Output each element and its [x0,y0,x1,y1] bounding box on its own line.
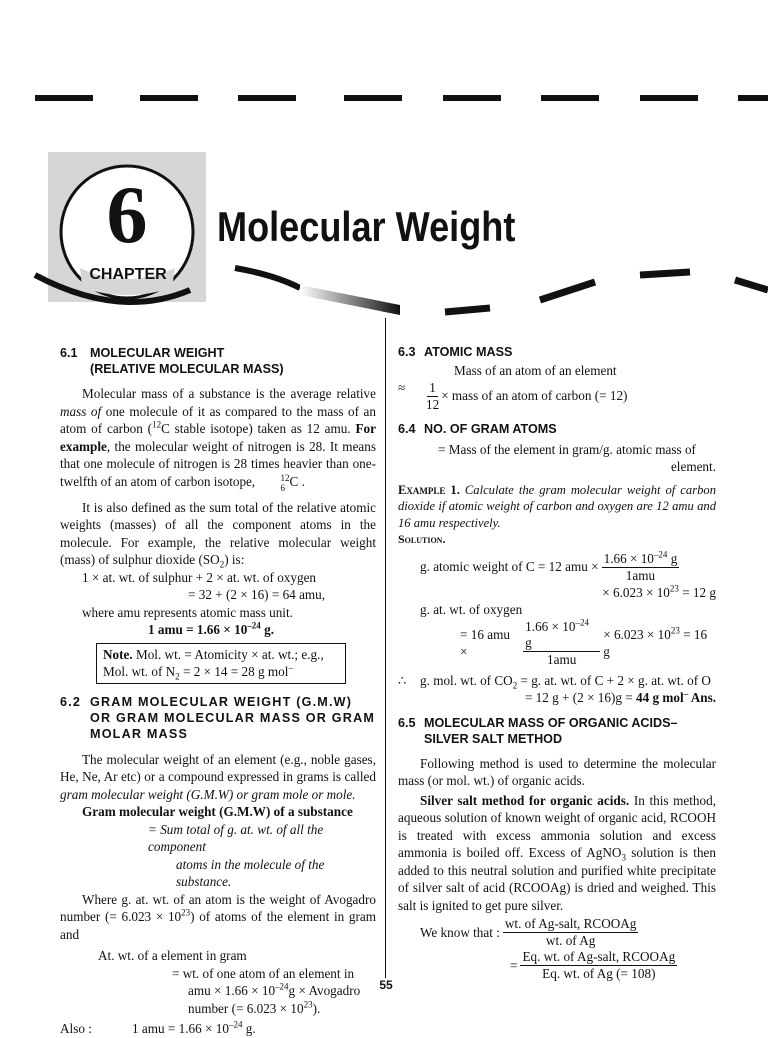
s62-def-title: Gram molecular weight (G.M.W) of a substance [82,804,353,819]
top-dash-3 [238,95,296,101]
example-1: Example 1. Calculate the gram molecular weight of carbon dioxide if atomic weight of carbon and oxygen are 12 amu and 16 amu respectively. [398,482,716,530]
carbon-calc: g. atomic weight of C = 12 amu × $\frac{1.66 \times 10^{-24} g}{\text{1amu}}$ [420,549,678,583]
section-6-5-heading: 6.5 MOLECULAR MASS OF ORGANIC ACIDS– SILVER SALT METHOD [398,715,678,746]
chapter-title: Molecular Weight [217,203,516,250]
top-dash-2 [140,95,198,101]
section-6-3-heading: 6.3 ATOMIC MASS [398,345,513,359]
atomic-mass-formula: ≈ Mass of an atom of an element $\frac{1}{12}$ × mass of an atom of carbon (= 12) [398,363,628,412]
s61-eq-2: = 32 + (2 × 16) = 64 amu, [188,587,326,602]
s61-para-2: It is also defined as the sum total of the relative atomic weights (masses) of all the component atoms in the molecule. For example, the relative molecular weight (mass) of sulphur dioxide $(SO_2)$ is: [60,499,376,570]
left-column [60,345,376,1038]
section-6-1-heading: 6.1 MOLECULAR WEIGHT (RELATIVE MOLECULAR MASS) [60,346,284,376]
s65-para-2: Silver salt method for organic acids. In this method, aqueous solution of known weight of organic acid, RCOOH is treated with excess ammonia solution and excess ammonia is boiled off. Excess of AgNO$_3$ solution is then added to this neutral solution and purified white precipitate of silver salt of acid (RCOOAg) is dried and weighed. This salt is ignited to get pure silver. [398,792,716,913]
s62-at-1: At. wt. of a element in gram [98,948,247,963]
top-dash-8 [738,95,768,101]
page-number: 55 [379,978,393,992]
s61-eq-1: 1 × at. wt. of sulphur + 2 × at. wt. of oxygen [82,569,317,585]
oxygen-label: g. at. wt. of oxygen [420,602,523,617]
carbon-calc-result: × $6.023 \times 10^{23} = 12$ g [602,583,716,600]
co2-answer: = 12 g + (2 × 16)g = 44 g mol– Ans. [524,688,716,705]
s61-amu-eq: 1 amu = $1.66 \times 10^{-24}$ g. [148,620,274,637]
s62-para-2: Where g. at. wt. of an atom is the weight of Avogadro number (= $6.023 \times 10^{23}$) of atoms of the element in gram and [60,891,376,942]
s62-para-1: The molecular weight of an element (e.g., noble gases, He, Ne, Ar etc) or a compound expressed in grams is called gram molecular weight (G.M.W) or gram mole or mole. [60,751,376,802]
s62-at-4: number (= $6.023 \times 10^{23}$). [188,999,321,1016]
s62-def-2: atoms in the molecule of the substance. [176,856,325,889]
silver-formula-2: = $\frac{\text{Eq. wt. of Ag-salt, RCOOAg}}{\text{Eq. wt. of Ag (= 108)}}$ [510,949,676,981]
s64-line-1: = Mass of the element in gram/g. atomic mass of [438,441,696,457]
right-column [398,344,716,982]
top-dash-4 [344,95,402,101]
section-6-4-heading: 6.4 NO. OF GRAM ATOMS [398,421,557,436]
s62-at-3: amu × $1.66 \times 10^{-24}g$ × Avogadro [188,981,361,998]
top-dash-5 [443,95,501,101]
s65-para-1: Following method is used to determine the molecular mass (or mol. wt.) of organic acids. [398,755,716,788]
solution-label: Solution. [398,532,446,546]
s62-def-1: = Sum total of g. at. wt. of all the component [148,821,324,854]
chapter-label: CHAPTER [89,266,167,283]
column-divider [385,318,386,978]
note-box: Note. Mol. wt. = Atomicity × at. wt.; e.g., Mol. wt. of $N_2 = 2 \times 14 = 28$ g mol– [96,643,346,684]
s62-at-2: = wt. of one atom of an element in [172,965,355,981]
top-dash-6 [541,95,599,101]
silver-formula-1: We know that : $\frac{\text{wt. of Ag-salt, RCOOAg}}{\text{wt. of Ag}}$ [420,916,637,948]
s61-eq-3: where amu represents atomic mass unit. [82,604,293,620]
top-dash-7 [640,95,698,101]
s62-also: Also : 1 amu = $1.66 \times 10^{-24}$ g. [60,1019,256,1036]
chapter-number: 6 [106,169,148,260]
oxygen-calc: = 16 amu × $\frac{1.66 \times 10^{-24} g}{\text{1amu}}$ × $6.023 \times 10^{23} = 16$ g [460,617,708,667]
section-6-2-heading: 6.2 GRAM MOLECULAR WEIGHT (G.M.W) OR GRAM MOLECULAR MASS OR GRAM MOLAR MASS [60,694,376,741]
s64-line-2: element. [670,459,716,474]
co2-calc: ∴ g. mol. wt. of $CO_2 = g$. at. wt. of C + 2 × g. at. wt. of O [398,672,711,691]
s61-para-1: Molecular mass of a substance is the average relative mass of one molecule of it as compared to the mass of an atom of carbon ($^{12}$C stable isotope) taken as 12 amu. For example, the molecular weight of nitrogen is 28. It means that one molecule of nitrogen is 28 times heavier than one-twelfth of an atom of carbon isotope, 12 6 C . [60,386,377,493]
top-dash-1 [35,95,93,101]
